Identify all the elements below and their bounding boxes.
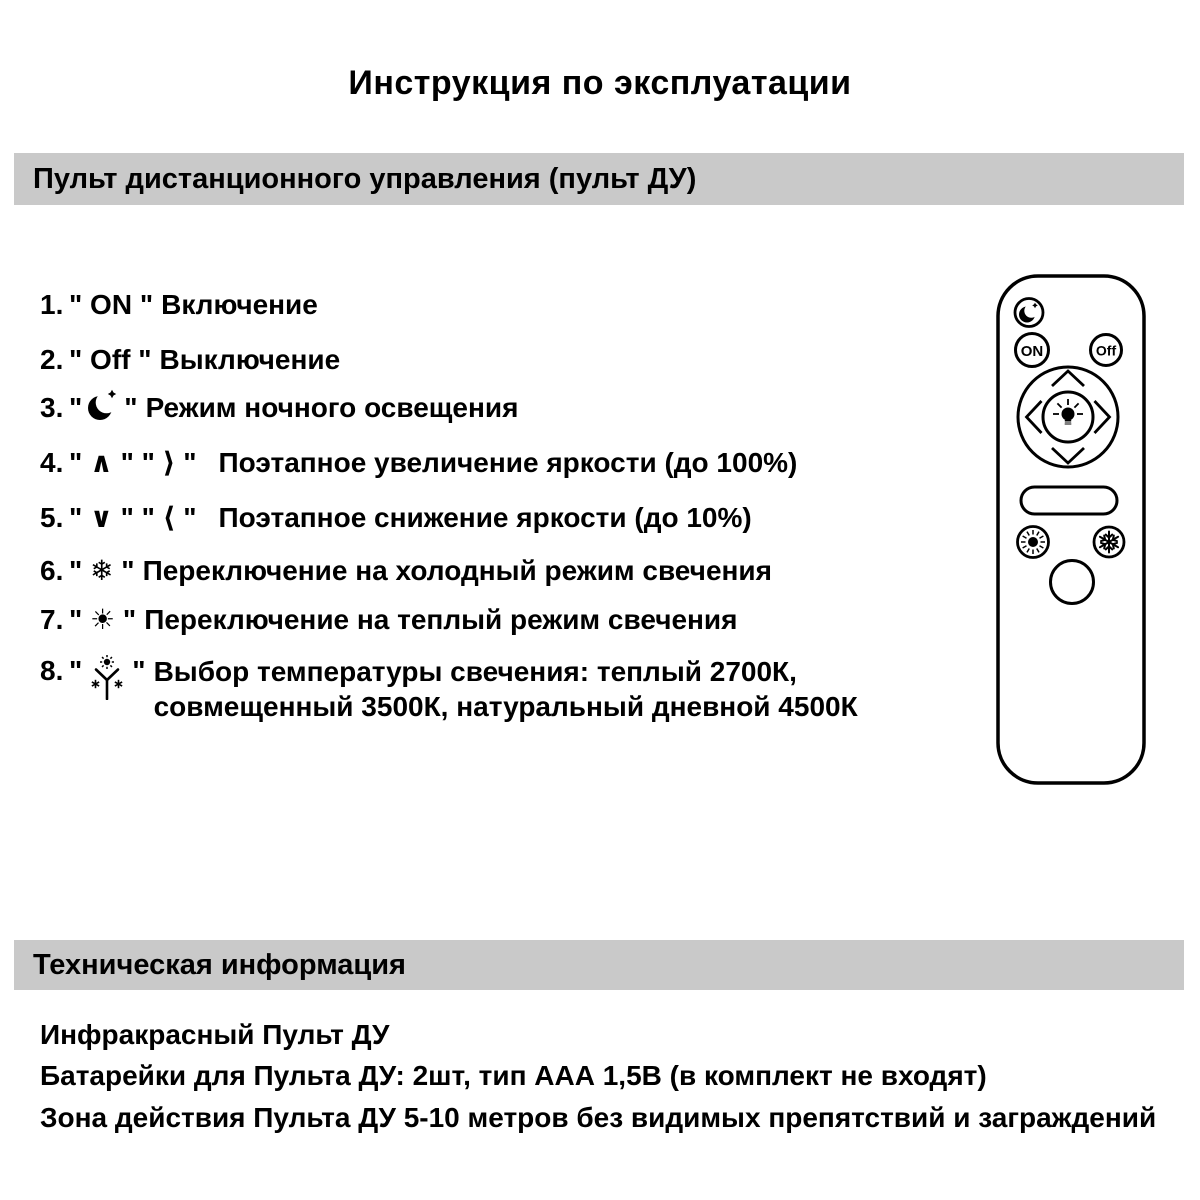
section-header-tech-label: Техническая информация xyxy=(33,948,406,981)
item-number: 8. xyxy=(40,655,64,686)
quote: " xyxy=(132,655,146,686)
item-number: 6. xyxy=(40,555,64,586)
off-button-label: Off xyxy=(1095,342,1117,359)
sun-symbol: " ☀ " xyxy=(69,604,137,635)
night-mode-button xyxy=(1015,299,1043,327)
list-item-night-mode xyxy=(40,391,518,425)
item-number: 1. xyxy=(40,289,64,320)
warm-mode-button xyxy=(1018,527,1049,558)
list-item-off xyxy=(40,343,340,377)
on-symbol: " ON " xyxy=(69,289,154,320)
item-text: Переключение на теплый режим свечения xyxy=(144,604,738,635)
section-header-tech xyxy=(14,940,1184,990)
pill-button xyxy=(1021,487,1117,514)
on-button-label: ON xyxy=(1020,343,1044,360)
item-number: 4. xyxy=(40,447,64,478)
list-item-on xyxy=(40,288,318,322)
quote: " xyxy=(69,392,83,423)
item-number: 3. xyxy=(40,392,64,423)
item-text: Поэтапное увеличение яркости (до 100%) xyxy=(218,447,798,478)
section-header-remote xyxy=(14,153,1184,205)
chevron-down-left-symbols: " ∨ " " ⟨ " xyxy=(69,502,197,533)
cold-mode-button xyxy=(1094,527,1124,557)
list-item-brightness-up xyxy=(40,446,797,480)
quote: " xyxy=(124,392,138,423)
chevron-up-right-symbols: " ∧ " " ⟩ " xyxy=(69,447,197,478)
item-text: Поэтапное снижение яркости (до 10%) xyxy=(218,502,752,533)
remote-control-illustration xyxy=(994,272,1150,792)
direction-pad xyxy=(1018,367,1118,467)
item-text: Выключение xyxy=(159,344,341,375)
snowflake-symbol: " ❄ " xyxy=(69,555,135,586)
item-text: Режим ночного освещения xyxy=(145,392,519,423)
off-symbol: " Off " xyxy=(69,344,152,375)
item-number: 7. xyxy=(40,604,64,635)
list-item-cold-mode xyxy=(40,554,772,588)
item-text xyxy=(154,654,858,724)
on-button xyxy=(1016,334,1049,367)
crescent-moon-star-icon xyxy=(86,386,120,422)
list-item-color-temperature xyxy=(40,654,858,724)
tech-info-line: Зона действия Пульта ДУ 5-10 метров без видимых препятствий и заграждений xyxy=(40,1102,1157,1133)
list-item-brightness-down xyxy=(40,501,752,535)
page-title: Инструкция по эксплуатации xyxy=(348,64,852,102)
tech-info-line: Инфракрасный Пульт ДУ xyxy=(40,1019,390,1050)
section-header-remote-label: Пульт дистанционного управления (пульт ДУ) xyxy=(33,162,697,195)
off-button xyxy=(1091,335,1122,366)
item-number: 5. xyxy=(40,502,64,533)
item-text-line2: совмещенный 3500К, натуральный дневной 4500К xyxy=(153,691,858,722)
tech-info-line: Батарейки для Пульта ДУ: 2шт, тип ААА 1,5В (в комплект не входят) xyxy=(40,1060,987,1091)
item-text: Переключение на холодный режим свечения xyxy=(142,555,772,586)
item-text: Включение xyxy=(161,289,318,320)
color-temperature-tree-icon xyxy=(86,654,128,700)
round-button xyxy=(1051,561,1094,604)
item-text-line1: Выбор температуры свечения: теплый 2700К, xyxy=(153,656,797,687)
list-item-warm-mode xyxy=(40,603,737,637)
item-number: 2. xyxy=(40,344,64,375)
quote: " xyxy=(69,655,83,686)
